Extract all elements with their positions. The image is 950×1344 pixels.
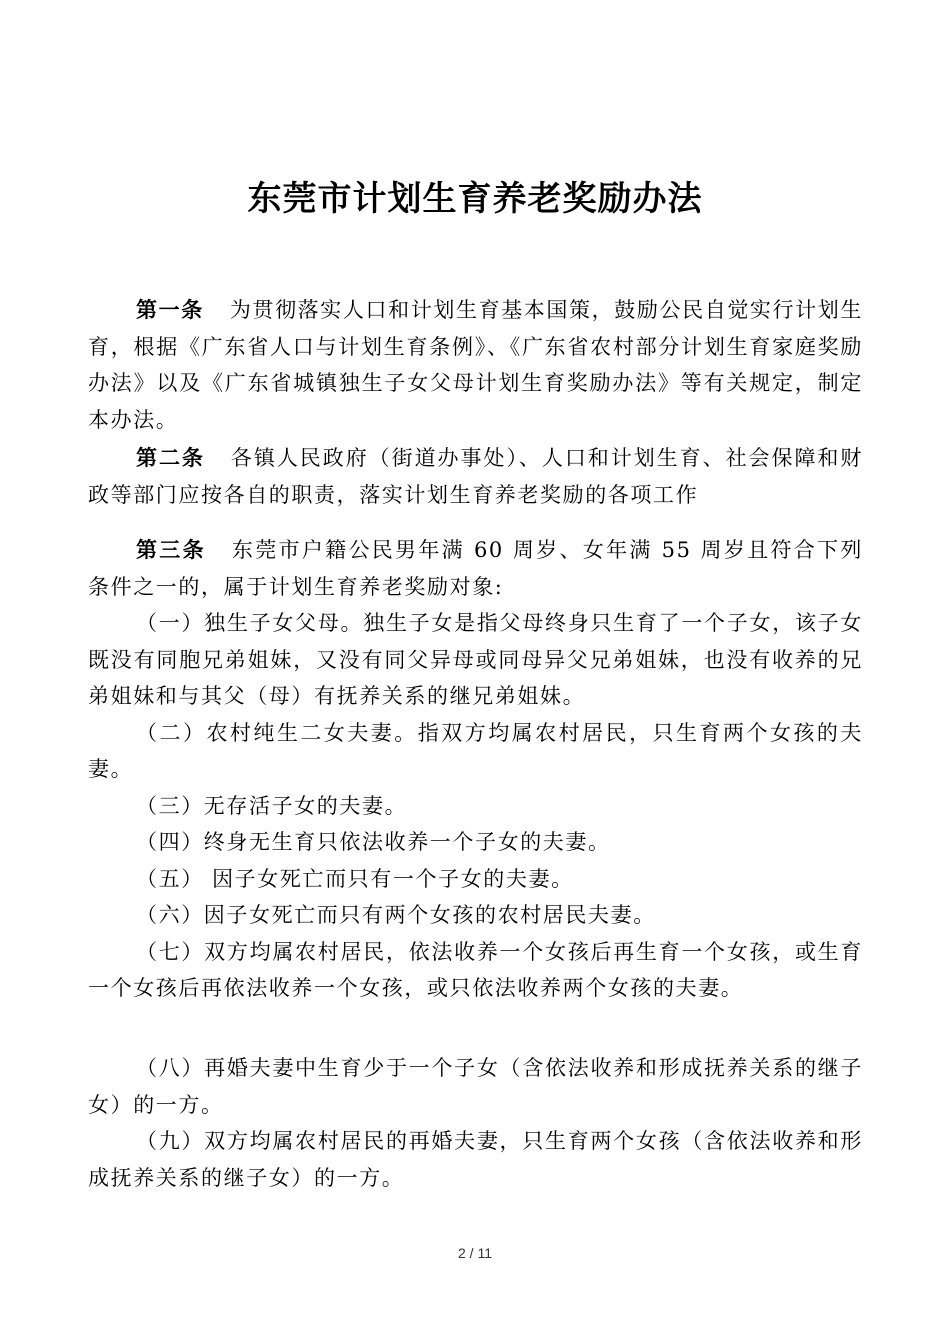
article-3 [88,532,863,605]
list-item: （六）因子女死亡而只有两个女孩的农村居民夫妻。 [136,903,656,927]
list-item: （八）再婚夫妻中生育少于一个子女（含依法收养和形成抚养关系的继子女）的一方。 [88,1056,863,1117]
article-label: 第三条 [136,537,206,562]
list-item: （三）无存活子女的夫妻。 [136,793,408,818]
list-item: （四）终身无生育只依法收养一个子女的夫妻。 [136,830,611,854]
article-paragraph [88,532,863,605]
article-paragraph [88,440,863,513]
list-item: （七）双方均属农村居民，依法收养一个女孩后再生育一个女孩，或生育一个女孩后再依法收养一个女孩，或只依法收养两个女孩的夫妻。 [88,939,863,1000]
article-3-items-b [88,1050,863,1196]
list-item: （一）独生子女父母。独生子女是指父母终身只生育了一个子女，该子女既没有同胞兄弟姐妹，又没有同父异母或同母异父兄弟姐妹，也没有收养的兄弟姐妹和与其父（母）有抚养关系的继兄弟姐妹。 [88,611,863,708]
list-item: （九）双方均属农村居民的再婚夫妻，只生育两个女孩（含依法收养和形成抚养关系的继子女）的一方。 [88,1129,863,1190]
list-item: （五） 因子女死亡而只有一个子女的夫妻。 [136,866,574,891]
list-item: （二）农村纯生二女夫妻。指双方均属农村居民，只生育两个女孩的夫妻。 [88,720,863,781]
article-3-items-a [88,605,863,1007]
article-1 [88,292,863,438]
page-number: 2 / 11 [458,1245,492,1261]
article-text: 为贯彻落实人口和计划生育基本国策，鼓励公民自觉实行计划生育，根据《广东省人口与计划生育条例》、《广东省农村部分计划生育家庭奖励办法》以及《广东省城镇独生子女父母计划生育奖励办法》等有关规定，制定本办法。 [88,298,863,432]
article-text: 各镇人民政府（街道办事处）、人口和计划生育、社会保障和财政等部门应按各自的职责，落实计划生育养老奖励的各项工作 [88,446,863,507]
article-label: 第二条 [136,445,205,470]
document-title: 东莞市计划生育养老奖励办法 [247,179,703,219]
article-label: 第一条 [136,297,204,322]
article-text: 东莞市户籍公民男年满 60 周岁、女年满 55 周岁且符合下列条件之一的，属于计划生育养老奖励对象: [88,538,863,599]
article-paragraph [88,292,863,438]
article-2 [88,440,863,513]
